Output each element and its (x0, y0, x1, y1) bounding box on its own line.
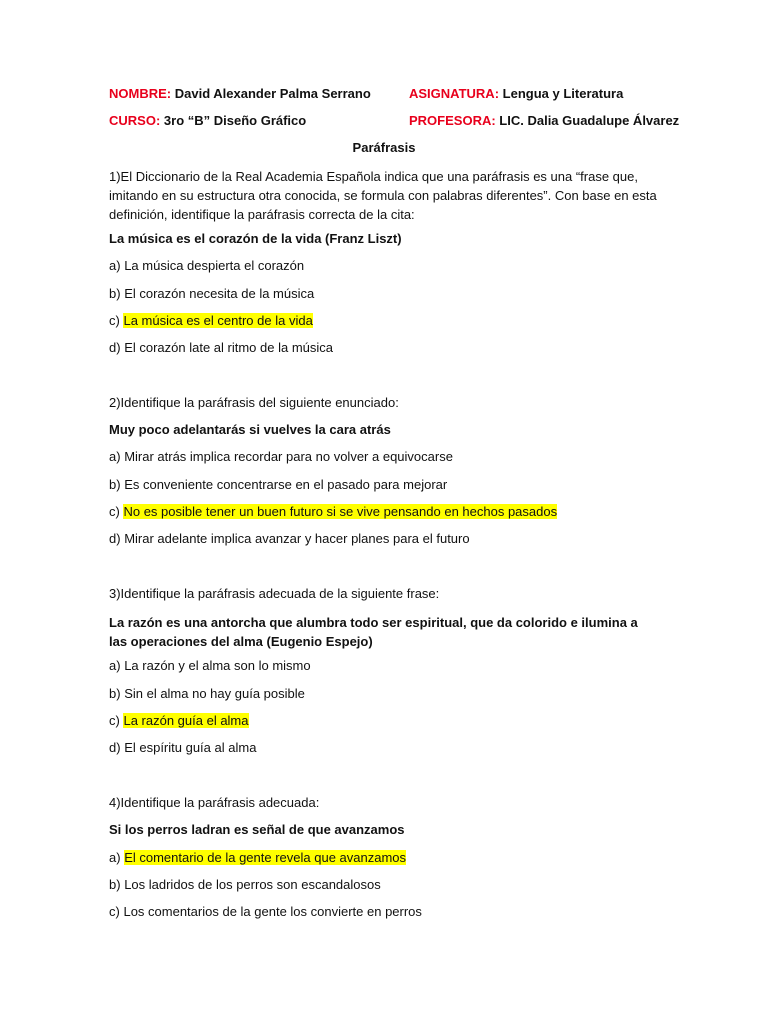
option-letter: a) (109, 850, 121, 865)
option-text: El corazón late al ritmo de la música (124, 340, 333, 355)
question-2-option-a (109, 449, 453, 464)
highlighted-answer: La razón guía el alma (123, 713, 249, 728)
question-2-quote: Muy poco adelantarás si vuelves la cara atrás (109, 422, 391, 437)
profesora-field (409, 113, 679, 128)
question-1-option-b (109, 286, 314, 301)
option-letter: d) (109, 740, 121, 755)
option-letter: d) (109, 340, 121, 355)
option-letter: c) (109, 504, 120, 519)
highlighted-answer: El comentario de la gente revela que avanzamos (124, 850, 407, 865)
curso-value: 3ro “B” Diseño Gráfico (163, 113, 307, 128)
asignatura-field (409, 86, 623, 101)
highlighted-answer: La música es el centro de la vida (123, 313, 313, 328)
curso-field (109, 113, 306, 128)
option-text: Los comentarios de la gente los convierte en perros (123, 904, 422, 919)
question-4-option-a (109, 850, 406, 865)
option-letter: a) (109, 258, 121, 273)
question-3-option-d (109, 740, 256, 755)
question-3-option-c (109, 713, 249, 728)
nombre-field (109, 86, 371, 101)
question-3-prompt: 3)Identifique la paráfrasis adecuada de la siguiente frase: (109, 586, 440, 601)
option-text: El espíritu guía al alma (124, 740, 257, 755)
page-title: Paráfrasis (352, 140, 416, 155)
asignatura-value: Lengua y Literatura (502, 86, 624, 101)
option-letter: b) (109, 286, 121, 301)
option-text: El corazón necesita de la música (124, 286, 315, 301)
option-letter: b) (109, 477, 121, 492)
question-4-prompt: 4)Identifique la paráfrasis adecuada: (109, 795, 320, 810)
question-4-quote: Si los perros ladran es señal de que avanzamos (109, 822, 405, 837)
option-letter: a) (109, 449, 121, 464)
option-letter: c) (109, 713, 120, 728)
question-2-prompt: 2)Identifique la paráfrasis del siguiente enunciado: (109, 395, 399, 410)
question-1-option-a (109, 258, 304, 273)
option-letter: d) (109, 531, 121, 546)
asignatura-label: ASIGNATURA: (409, 86, 500, 101)
question-1-option-d (109, 340, 333, 355)
question-3-option-a (109, 658, 311, 673)
option-text: Los ladridos de los perros son escandalosos (124, 877, 381, 892)
nombre-value: David Alexander Palma Serrano (174, 86, 371, 101)
highlighted-answer: No es posible tener un buen futuro si se vive pensando en hechos pasados (123, 504, 558, 519)
option-letter: c) (109, 313, 120, 328)
question-2-option-d (109, 531, 470, 546)
curso-label: CURSO: (109, 113, 161, 128)
question-4-option-b (109, 877, 381, 892)
question-4-option-c (109, 904, 422, 919)
question-1-option-c (109, 313, 313, 328)
option-letter: c) (109, 904, 120, 919)
option-text: Sin el alma no hay guía posible (124, 686, 305, 701)
question-3-quote: La razón es una antorcha que alumbra todo ser espiritual, que da colorido e ilumina a las operaciones del alma (Eugenio Espejo) (109, 615, 638, 649)
option-text: La razón y el alma son lo mismo (124, 658, 311, 673)
profesora-value: LIC. Dalia Guadalupe Álvarez (499, 113, 680, 128)
question-2-option-b (109, 477, 447, 492)
option-text: Mirar atrás implica recordar para no volver a equivocarse (124, 449, 453, 464)
nombre-label: NOMBRE: (109, 86, 172, 101)
option-text: La música despierta el corazón (124, 258, 305, 273)
profesora-label: PROFESORA: (409, 113, 496, 128)
option-text: Es conveniente concentrarse en el pasado para mejorar (124, 477, 448, 492)
question-2-option-c (109, 504, 557, 519)
option-letter: a) (109, 658, 121, 673)
option-letter: b) (109, 686, 121, 701)
question-1-quote: La música es el corazón de la vida (Franz Liszt) (109, 231, 402, 246)
option-letter: b) (109, 877, 121, 892)
option-text: Mirar adelante implica avanzar y hacer planes para el futuro (124, 531, 470, 546)
question-3-option-b (109, 686, 305, 701)
question-1-prompt: 1)El Diccionario de la Real Academia Española indica que una paráfrasis es una “frase que, imitando en su estructura otra conocida, se formula con palabras diferentes”. Con base en esta definición, identifique la paráfrasis correcta de la cita: (109, 169, 657, 222)
